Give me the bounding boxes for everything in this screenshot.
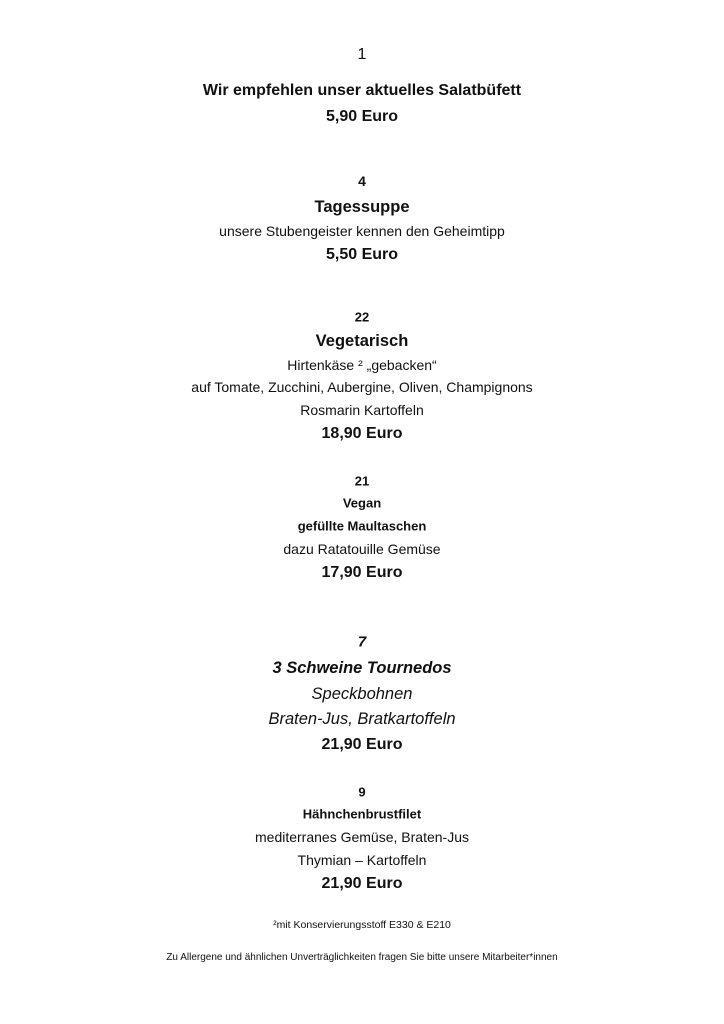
- item-title: Tagessuppe: [314, 197, 410, 216]
- item-description: Rosmarin Kartoffeln: [300, 402, 424, 418]
- item-number: 9: [358, 784, 366, 800]
- item-title: Vegetarisch: [315, 331, 409, 350]
- item-description: mediterranes Gemüse, Braten-Jus: [255, 829, 469, 845]
- item-description: unsere Stubengeister kennen den Geheimtipp: [219, 223, 505, 239]
- item-description: Hirtenkäse ² „gebacken“: [287, 357, 437, 373]
- item-title: Hähnchenbrustfilet: [302, 806, 422, 822]
- item-title: Wir empfehlen unser aktuelles Salatbüfett: [202, 82, 522, 99]
- item-number: 7: [357, 633, 367, 651]
- item-number: 21: [354, 473, 370, 489]
- item-subtitle: gefüllte Maultaschen: [297, 518, 427, 534]
- item-description: Speckbohnen: [311, 684, 413, 703]
- item-price: 21,90 Euro: [321, 736, 403, 753]
- item-description: Thymian – Kartoffeln: [297, 852, 427, 868]
- item-number: 4: [358, 173, 366, 189]
- item-price: 21,90 Euro: [321, 875, 403, 892]
- item-number: 22: [354, 309, 370, 325]
- item-title: 3 Schweine Tournedos: [272, 658, 452, 677]
- item-price: 5,50 Euro: [325, 246, 399, 263]
- allergy-note: Zu Allergene und ähnlichen Unverträglichkeiten fragen Sie bitte unsere Mitarbeiter*innen: [166, 952, 558, 963]
- item-price: 17,90 Euro: [321, 564, 403, 581]
- item-description: Braten-Jus, Bratkartoffeln: [268, 709, 456, 728]
- item-description: auf Tomate, Zucchini, Aubergine, Oliven, Champignons: [191, 379, 533, 395]
- item-title: Vegan: [342, 495, 382, 511]
- item-price: 18,90 Euro: [321, 425, 403, 442]
- page-number: 1: [357, 46, 367, 63]
- item-description: dazu Ratatouille Gemüse: [283, 541, 441, 557]
- footnote: ²mit Konservierungsstoff E330 & E210: [273, 918, 451, 931]
- item-price: 5,90 Euro: [325, 108, 399, 125]
